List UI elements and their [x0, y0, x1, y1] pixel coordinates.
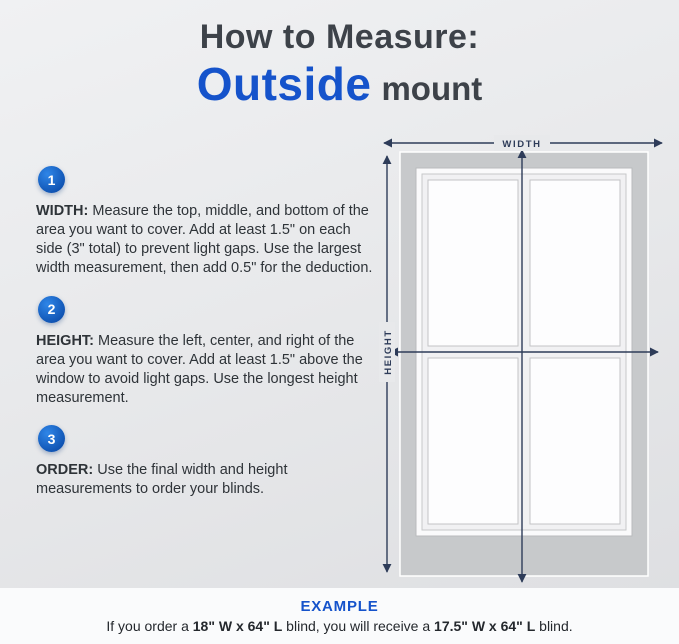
example-received-size: 17.5" W x 64" L	[434, 618, 536, 634]
step-3-text	[36, 461, 380, 499]
step-2-body: Measure the left, center, and right of the area you want to cover. Add at least 1.5" above the window to avoid light gaps. Use the longest height measurement.	[36, 332, 363, 406]
height-label-group	[379, 322, 395, 382]
page-title	[0, 18, 679, 111]
title-line2	[0, 57, 679, 111]
title-line1: How to Measure:	[199, 18, 480, 56]
step-1-number: 1	[47, 171, 56, 188]
window-illustration	[372, 128, 674, 593]
steps-list	[36, 166, 380, 516]
window-diagram	[372, 128, 674, 593]
step-1-badge	[38, 166, 65, 193]
window-pane-top-right	[530, 180, 620, 346]
example-heading: EXAMPLE	[300, 598, 379, 615]
example-section	[0, 588, 679, 644]
step-3-badge	[38, 425, 65, 452]
example-part-3: blind, you will receive a	[282, 618, 435, 634]
title-accent: Outside	[196, 58, 372, 110]
step-1-body: Measure the top, middle, and bottom of the area you want to cover. Add at least 1.5" on each side (3" total) to prevent light gaps. Use the largest width measurement, then add 0.5" for the deduction.	[36, 203, 373, 277]
step-2-number: 2	[47, 301, 56, 317]
width-label: WIDTH	[502, 139, 542, 150]
step-height	[36, 296, 380, 409]
window-pane-top-left	[428, 180, 518, 346]
window-frame	[400, 152, 648, 576]
step-3-body: Use the final width and height measurements to order your blinds.	[36, 462, 288, 498]
example-text	[106, 618, 572, 634]
step-2-label: HEIGHT:	[36, 332, 94, 349]
example-part-1: If you order a	[106, 618, 193, 634]
step-3-number: 3	[47, 430, 56, 447]
step-1-text	[36, 202, 380, 279]
height-label: HEIGHT	[383, 329, 394, 375]
step-1-label: WIDTH:	[36, 203, 89, 219]
window-pane-bottom-right	[530, 358, 620, 524]
step-order	[36, 425, 380, 499]
step-2-badge	[38, 296, 65, 323]
example-part-5: blind.	[535, 618, 573, 634]
step-3-label: ORDER:	[36, 462, 94, 478]
title-suffix: mount	[381, 70, 483, 107]
example-ordered-size: 18" W x 64" L	[192, 618, 283, 634]
window-pane-bottom-left	[428, 358, 518, 524]
step-2-text	[36, 332, 380, 409]
step-width	[36, 166, 380, 279]
